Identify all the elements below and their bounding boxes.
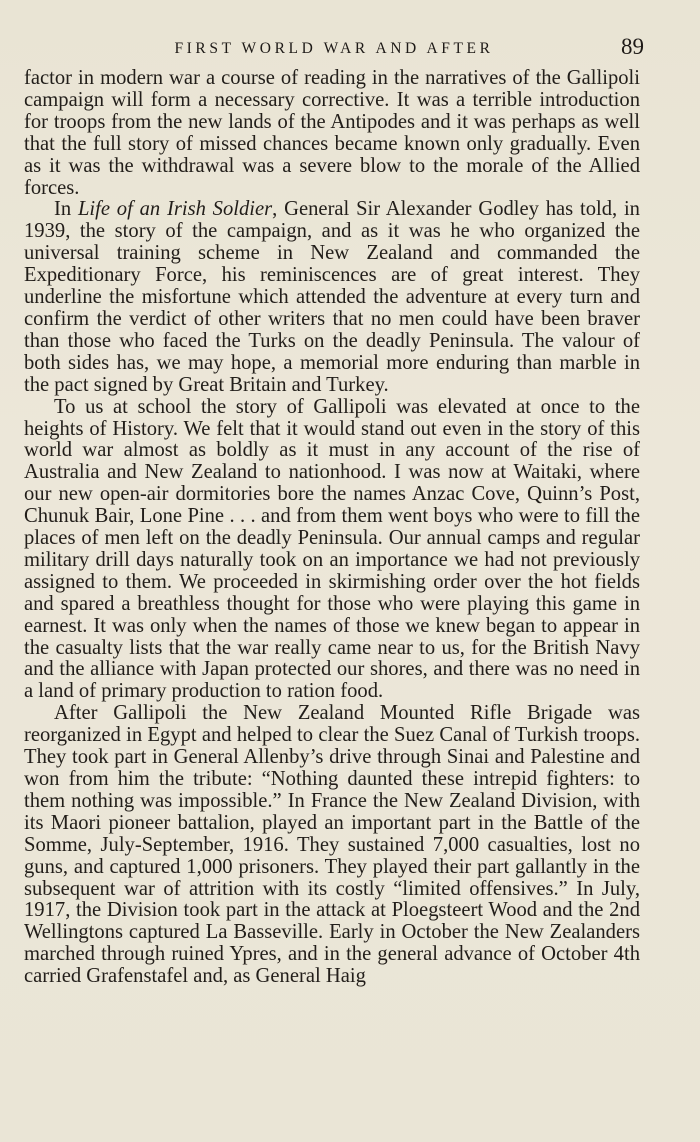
- book-title: Life of an Irish Soldier: [77, 198, 273, 221]
- paragraph-1: factor in modern war a course of reading in the narratives of the Gallipoli campaign will form a necessary corrective. It was a terrible introduction for troops from the new lands of the Antipodes and it was perhaps as well that the full story of missed chances became known only gradually. Even as it was the withdrawal was a severe blow to the morale of the Allied forces.: [24, 67, 640, 199]
- page-number: 89: [621, 34, 644, 59]
- running-title: FIRST WORLD WAR AND AFTER: [174, 40, 494, 57]
- page-header: [24, 34, 644, 64]
- paragraph-2-prefix: In: [54, 198, 78, 221]
- paragraph-4: After Gallipoli the New Zealand Mounted Rifle Brigade was reorganized in Egypt and helped to clear the Suez Canal of Turkish troops. They took part in General Allenby’s drive through Sinai and Palestine and won from him the tribute: “Nothing daunted these intrepid fighters: to them nothing was impossible.” In France the New Zealand Division, with its Maori pioneer battalion, played an important part in the Battle of the Somme, July-September, 1916. They sustained 7,000 casualties, lost no guns, and captured 1,000 prisoners. They played their part gallantly in the subsequent war of attrition with its costly “limited offensives.” In July, 1917, the Division took part in the attack at Ploegsteert Wood and the 2nd Wellingtons captured La Basseville. Early in October the New Zealanders marched through ruined Ypres, and in the general advance of October 4th carried Grafenstafel and, as General Haig: [24, 702, 640, 988]
- paragraph-3: To us at school the story of Gallipoli was elevated at once to the heights of History. We felt that it would stand out even in the story of this world war almost as boldly as it must in any account of the rise of Australia and New Zealand to nationhood. I was now at Waitaki, where our new open-air dormitories bore the names Anzac Cove, Quinn’s Post, Chunuk Bair, Lone Pine . . . and from them went boys who were to fill the places of men left on the deadly Peninsula. Our annual camps and regular military drill days naturally took on an importance we had not previously assigned to them. We proceeded in skirmishing order over the hot fields and spared a breathless thought for those who were playing this game in earnest. It was only when the names of those we knew began to appear in the casualty lists that the war really came near to us, for the British Navy and the alliance with Japan protected our shores, and there was no need in a land of primary production to ration food.: [24, 395, 640, 703]
- paragraph-2: [24, 199, 640, 396]
- paragraph-2-text: , General Sir Alexander Godley has told, in 1939, the story of the campaign, and as it was he who organized the universal training scheme in New Zealand and commanded the Expeditionary Force, his reminiscences are of great interest. They underline the misfortune which attended the adventure at every turn and confirm the verdict of other writers that no men could have been braver than those who faced the Turks on the deadly Peninsula. The valour of both sides has, we may hope, a memorial more enduring than marble in the pact signed by Great Britain and Turkey.: [24, 198, 640, 396]
- body-text: [24, 68, 640, 988]
